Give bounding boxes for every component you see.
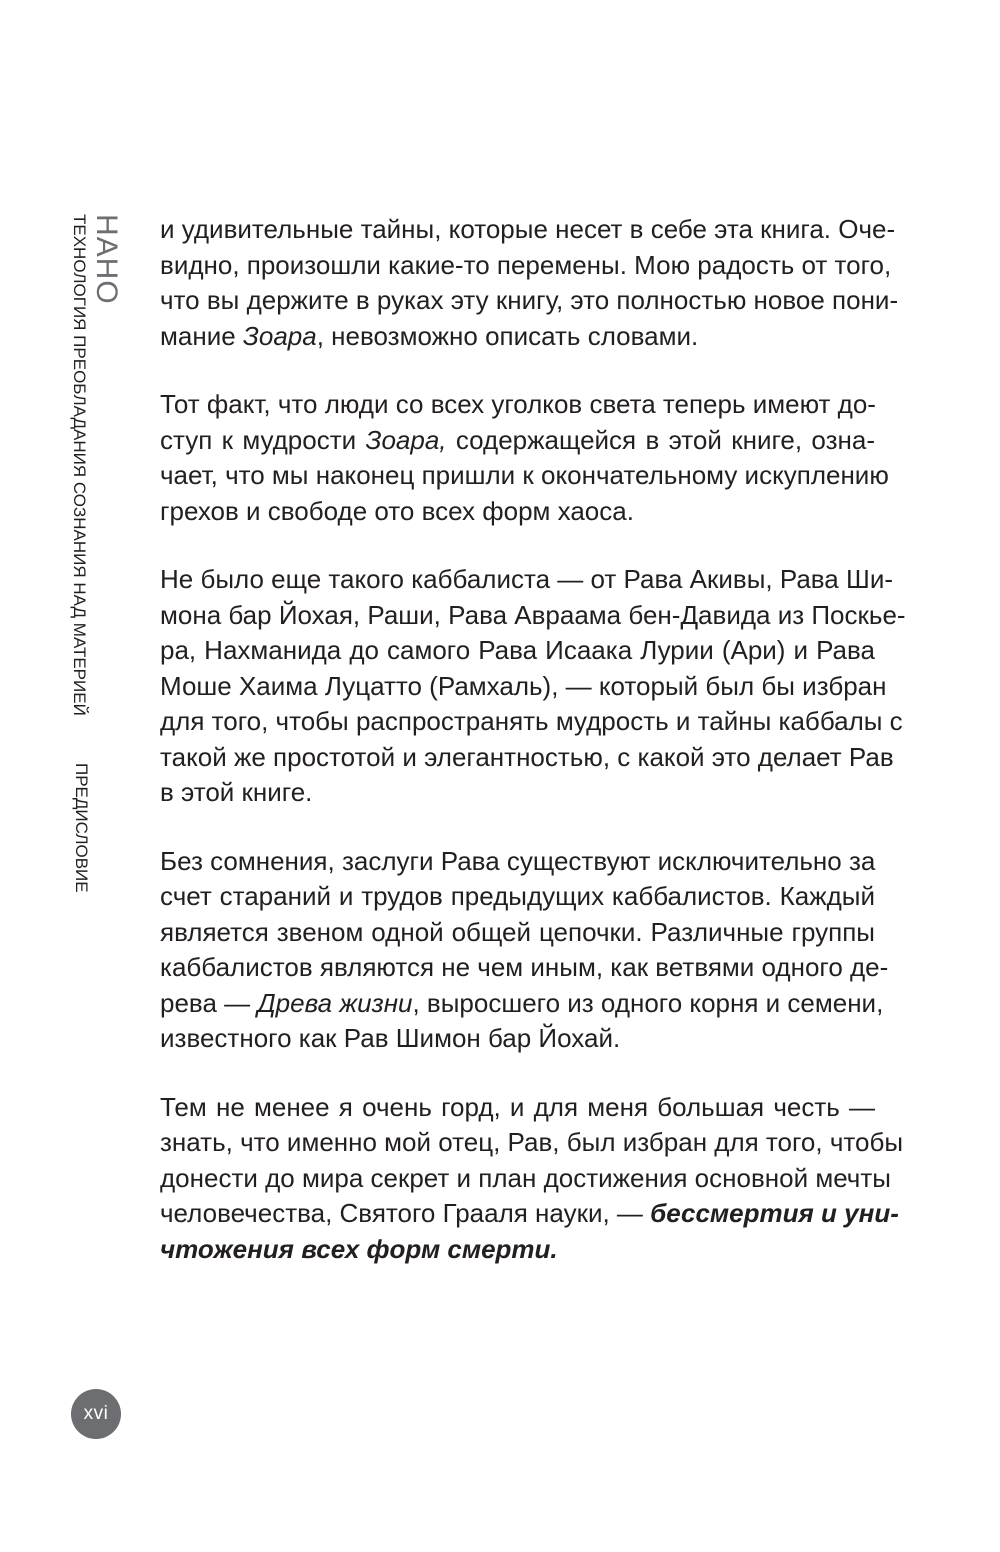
emphasis: бессмертия и уни-	[650, 1198, 899, 1228]
text-line: ступ к мудрости Зоара, содержащейся в этой книге, озна-	[160, 424, 875, 455]
text-line: мона бар Йохая, Раши, Рава Авраама бен-Давида из Поскье-	[160, 599, 906, 630]
text-line: является звеном одной общей цепочки. Различные группы	[160, 916, 875, 947]
text-line: мание Зоара, невозможно описать словами.	[160, 320, 699, 351]
text-line: чает, что мы наконец пришли к окончательному искуплению	[160, 460, 889, 490]
title-reference: Зоара,	[365, 424, 447, 455]
text-line: грехов и свободе ото всех форм хаоса.	[160, 495, 634, 526]
page-number: xvi	[71, 1389, 121, 1439]
book-subtitle: ТЕХНОЛОГИЯ ПРЕОБЛАДАНИЯ СОЗНАНИЯ НАД МАТЕРИЕЙ	[70, 214, 89, 716]
paragraph	[160, 387, 889, 529]
running-header	[71, 214, 121, 1114]
text-line: что вы держите в руках эту книгу, это полностью новое пони-	[160, 285, 899, 315]
paragraph	[160, 562, 906, 811]
paragraph	[160, 212, 899, 354]
text-line: такой же простотой и элегантностью, с какой это делает Рав	[160, 741, 894, 772]
text-line: знать, что именно мой отец, Рав, был избран для того, чтобы	[160, 1127, 904, 1157]
text-line: каббалистов являются не чем иным, как ветвями одного де-	[160, 952, 889, 982]
paragraph	[160, 1090, 904, 1268]
text-line: Тот факт, что люди со всех уголков света теперь имеют до-	[160, 389, 876, 419]
paragraph	[160, 844, 889, 1057]
text-line: Не было еще такого каббалиста — от Рава Акивы, Рава Ши-	[160, 564, 894, 594]
body-text	[160, 212, 906, 1300]
text-line: ра, Нахманида до самого Рава Исаака Лурии (Ари) и Рава	[160, 635, 875, 665]
text-line: для того, чтобы распространять мудрость и тайны каббалы с	[160, 706, 903, 736]
text-line: рева — Древа жизни, выросшего из одного корня и семени,	[160, 987, 884, 1018]
text-line: и удивительные тайны, которые несет в себе эта книга. Оче-	[160, 214, 896, 244]
text-line: в этой книге.	[160, 777, 313, 807]
text-line: счет стараний и трудов предыдущих каббалистов. Каждый	[160, 881, 875, 911]
section-title: ПРЕДИСЛОВИЕ	[72, 763, 91, 893]
title-reference: Древа жизни	[257, 987, 413, 1018]
text-line: человечества, Святого Грааля науки, — бессмертия и уни-	[160, 1198, 899, 1228]
text-line: известного как Рав Шимон бар Йохай.	[160, 1023, 621, 1053]
text-line: донести до мира секрет и план достижения основной мечты	[160, 1162, 891, 1193]
emphasis: чтожения всех форм смерти.	[160, 1233, 558, 1264]
text-line: видно, произошли какие-то перемены. Мою радость от того,	[160, 249, 892, 280]
text-line: Тем не менее я очень горд, и для меня большая честь —	[160, 1091, 875, 1122]
title-reference: Зоара	[242, 320, 317, 351]
book-brand: НАНО	[90, 214, 123, 305]
text-line: Моше Хаима Луцатто (Рамхаль), — который был бы избран	[160, 670, 887, 701]
text-line: Без сомнения, заслуги Рава существуют исключительно за	[160, 845, 876, 876]
text-line	[160, 1232, 875, 1268]
